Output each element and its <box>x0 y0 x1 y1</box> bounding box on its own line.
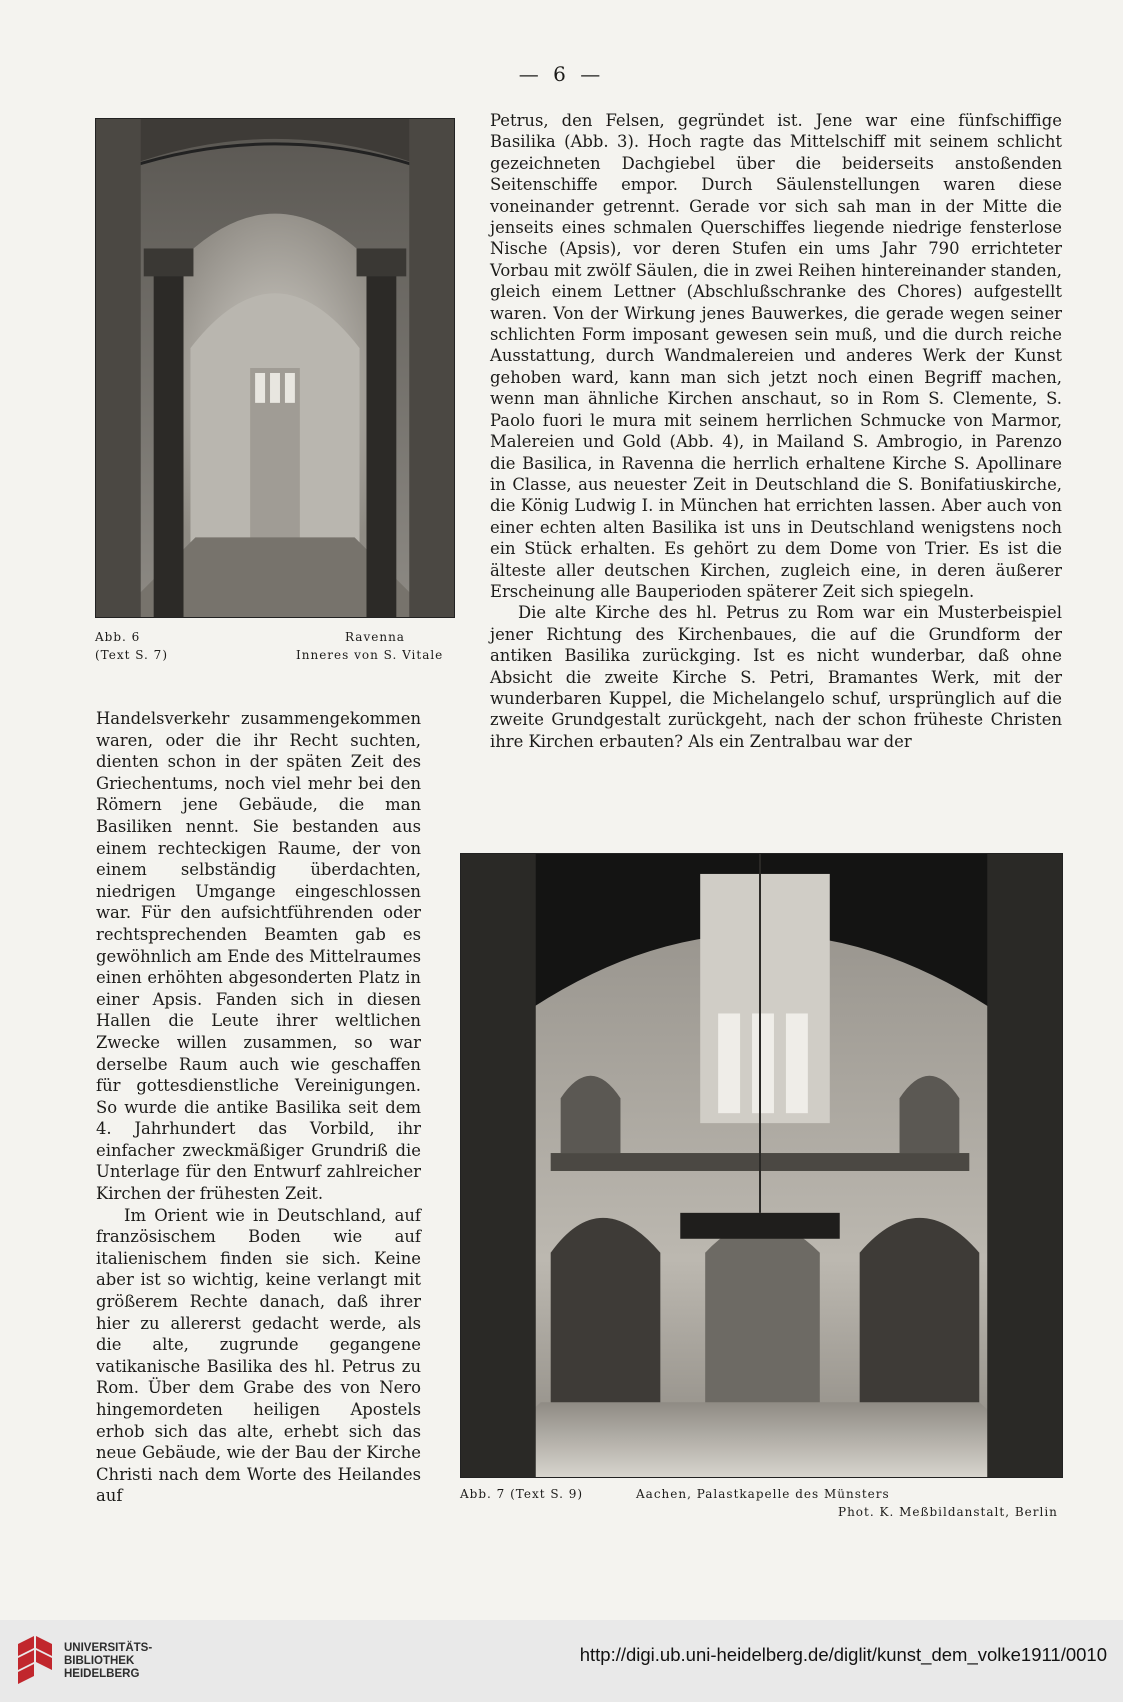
ravenna-engraving-image <box>95 118 455 618</box>
fig7-credit: Phot. K. Meßbildanstalt, Berlin <box>838 1505 1058 1519</box>
paragraph: Handelsverkehr zusammengekommen waren, oder die ihr Recht suchten, dienten schon in der späten Zeit des Griechentums, noch viel mehr bei den Römern jene Gebäude, die man Basiliken nennt. Sie bestanden aus einem rechteckigen Raume, der von einem selbständig überdachten, niedrigen Umgange eingeschlossen war. Für den aufsichtführenden oder rechtsprechenden Beamten gab es gewöhnlich am Ende des Mittelraumes einen erhöhten abgesonderten Platz in einer Apsis. Fanden sich in diesen Hallen die Leute ihrer weltlichen Zwecke willen zusammen, so war derselbe Raum auch wie geschaffen für gottesdienstliche Vereinigungen. So wurde die antike Basilika seit dem 4. Jahrhundert das Vorbild, ihr einfacher zweckmäßiger Grundriß die Unterlage für den Entwurf zahlreicher Kirchen der frühesten Zeit. <box>96 709 421 1204</box>
paragraph: Die alte Kirche des hl. Petrus zu Rom war ein Musterbeispiel jener Richtung des Kirchenbaues, die auf die Grundform der antiken Basilika zurückging. Ist es nicht wunderbar, daß ohne Absicht die zweite Kirche S. Petri, Bramantes Werk, mit der wunderbaren Kuppel, die Michelangelo schuf, ursprünglich auf die zweite Grundgestalt zurückgeht, nach der schon früheste Christen ihre Kirchen erbauten? Als ein Zentralbau war der <box>490 603 1062 751</box>
fig6-title: Inneres von S. Vitale <box>296 648 444 662</box>
figure-aachen-photo <box>460 853 1063 1478</box>
figure-ravenna-photo <box>95 118 455 618</box>
logo-line: BIBLIOTHEK <box>64 1655 135 1667</box>
paragraph: Im Orient wie in Deutschland, auf französischem Boden wie auf italienischem finden sie sich. Keine aber ist so wichtig, keine verlangt mit größerem Rechte danach, daß ihrer hier zu allererst gedacht werde, als die alte, zugrunde gegangene vatikanische Basilika des hl. Petrus zu Rom. Über dem Grabe des von Nero hingemordeten heiligen Apostels erhob sich das alte, erhebt sich das neue Gebäude, wie der Bau der Kirche Christi nach dem Worte des Heilandes auf <box>96 1205 421 1506</box>
source-url-link[interactable]: http://digi.ub.uni-heidelberg.de/diglit/kunst_dem_volke1911/0010 <box>579 1644 1107 1665</box>
university-library-name[interactable] <box>64 1642 152 1681</box>
fig6-ref: (Text S. 7) <box>95 648 168 662</box>
fig7-label: Abb. 7 (Text S. 9) <box>460 1487 584 1501</box>
fig7-title: Aachen, Palastkapelle des Münsters <box>636 1487 890 1501</box>
logo-line: UNIVERSITÄTS- <box>64 1642 153 1654</box>
aachen-chapel-image <box>460 853 1063 1478</box>
text-column-left <box>96 708 421 1507</box>
paragraph: Petrus, den Felsen, gegründet ist. Jene war eine fünfschiffige Basilika (Abb. 3). Hoch ragte das Mittelschiff mit seinem schlicht gezeichneten Dachgiebel über die beiderseits anstoßenden Seitenschiffe empor. Durch Säulenstellungen waren diese voneinander getrennt. Gerade vor sich sah man in der Mitte die jenseits eines schmalen Querschiffes liegende niedrige fensterlose Nische (Apsis), vor deren Stufen ein ums Jahr 790 errichteter Vorbau mit zwölf Säulen, die in zwei Reihen hintereinander standen, gleich einem Lettner (Abschlußschranke des Chores) aufgestellt waren. Von der Wirkung jenes Bauwerkes, die gerade wegen seiner schlichten Form imposant gewesen sein muß, und die durch reiche Ausstattung, durch Wandmalereien und anderes Werk der Kunst gehoben ward, kann man sich jetzt noch einen Begriff machen, wenn man ähnliche Kirchen anschaut, so in Rom S. Clemente, S. Paolo fuori le mura mit seinem herrlichen Schmucke von Marmor, Malereien und Gold (Abb. 4), in Mailand S. Ambrogio, in Parenzo die Basilica, in Ravenna die herrlich erhaltene Kirche S. Apollinare in Classe, aus neuester Zeit in Deutschland die S. Bonifatiuskirche, die König Ludwig I. in München hat errichten lassen. Aber auch von einer echten alten Basilika ist uns in Deutschland wenigstens noch ein Stück erhalten. Es gehört zu dem Dome von Trier. Es ist die älteste aller deutschen Kirchen, zugleich eine, in deren äußerer Erscheinung alle Bauperioden späterer Zeit sich spiegeln. <box>490 111 1062 601</box>
page-number: — 6 — <box>518 62 605 86</box>
fig6-place: Ravenna <box>345 630 405 644</box>
fig6-label: Abb. 6 <box>95 630 141 644</box>
university-logo-icon[interactable] <box>14 1634 56 1688</box>
text-column-top-right <box>490 110 1062 752</box>
logo-line: HEIDELBERG <box>64 1668 140 1680</box>
footer-bar <box>0 1620 1123 1702</box>
